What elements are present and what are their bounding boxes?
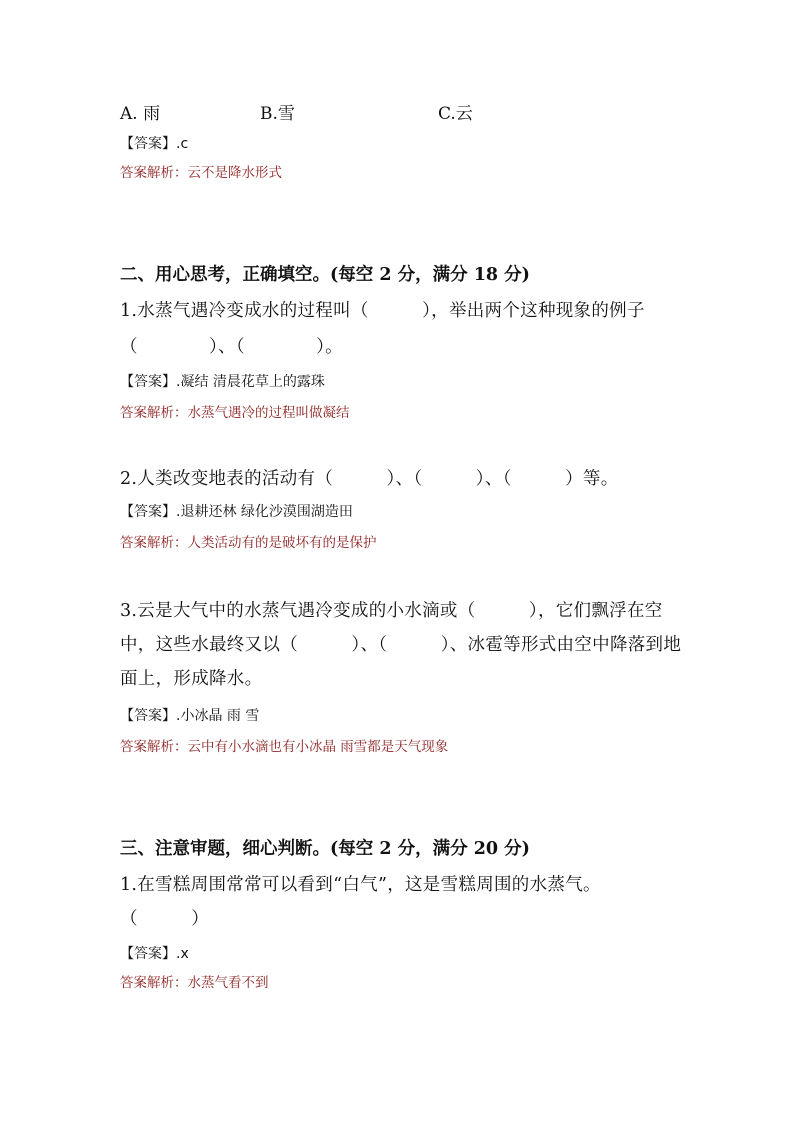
s2-q2-analysis: 答案解析：人类活动有的是破坏有的是保护 — [120, 535, 377, 551]
s3-q1-analysis: 答案解析：水蒸气看不到 — [120, 975, 269, 991]
s2-q1-answer: 【答案】.凝结 清晨花草上的露珠 — [120, 374, 325, 390]
s2-q2-line1: 2.人类改变地表的活动有（ ）、（ ）、（ ）等。 — [120, 469, 619, 489]
analysis-s1: 答案解析：云不是降水形式 — [120, 165, 282, 181]
s3-q1-line2: （ ） — [120, 909, 209, 929]
s3-q1-answer: 【答案】.x — [120, 946, 189, 962]
option-a: A. 雨 — [120, 104, 161, 124]
s2-q3-line3: 面上，形成降水。 — [120, 669, 263, 689]
section2-heading: 二、用心思考，正确填空。(每空 2 分，满分 18 分) — [120, 265, 530, 285]
s2-q2-answer: 【答案】.退耕还林 绿化沙漠围湖造田 — [120, 504, 353, 520]
option-c: C.云 — [438, 104, 473, 124]
s2-q3-analysis: 答案解析：云中有小水滴也有小冰晶 雨雪都是天气现象 — [120, 739, 449, 755]
s2-q3-line1: 3.云是大气中的水蒸气遇冷变成的小水滴或（ ），它们飘浮在空 — [120, 601, 663, 621]
option-b: B.雪 — [260, 104, 295, 124]
s2-q1-analysis: 答案解析：水蒸气遇冷的过程叫做凝结 — [120, 405, 350, 421]
s2-q3-line2: 中，这些水最终又以（ ）、（ ）、冰雹等形式由空中降落到地 — [120, 635, 682, 655]
s2-q3-answer: 【答案】.小冰晶 雨 雪 — [120, 708, 260, 724]
s2-q1-line1: 1.水蒸气遇冷变成水的过程叫（ ），举出两个这种现象的例子 — [120, 301, 645, 321]
section3-heading: 三、注意审题，细心判断。(每空 2 分，满分 20 分) — [120, 839, 530, 859]
answer-s1: 【答案】.c — [120, 136, 189, 152]
s3-q1-line1: 1.在雪糕周围常常可以看到“白气”，这是雪糕周围的水蒸气。 — [120, 875, 601, 895]
s2-q1-line2: （ ）、（ ）。 — [120, 337, 343, 357]
